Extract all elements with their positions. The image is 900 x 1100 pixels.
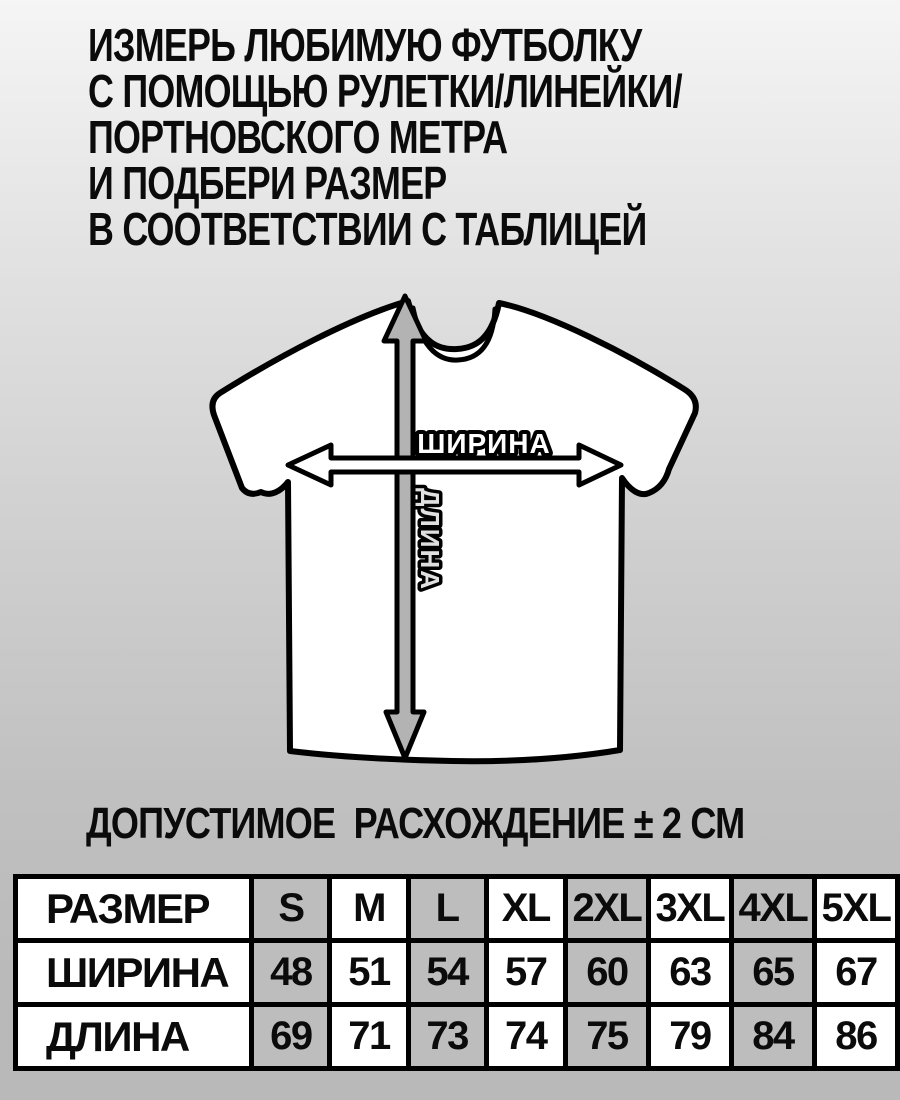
- tshirt-outline: [212, 301, 695, 761]
- size-table: [13, 874, 900, 1071]
- size-column-m: M: [330, 877, 408, 941]
- length-value-m: 71: [330, 1005, 408, 1069]
- width-value-m: 51: [330, 941, 408, 1005]
- length-value-3xl: 79: [648, 1005, 731, 1069]
- size-column-3xl: 3XL: [648, 877, 731, 941]
- instruction-line-5: В СООТВЕТСТВИИ С ТАБЛИЦЕЙ: [88, 203, 647, 255]
- size-column-4xl: 4XL: [731, 877, 814, 941]
- width-arrow-label: ШИРИНА: [417, 428, 551, 459]
- instruction-heading: [88, 19, 682, 255]
- width-value-4xl: 65: [731, 941, 814, 1005]
- width-value-s: 48: [252, 941, 330, 1005]
- length-row-label: ДЛИНА: [16, 1005, 252, 1069]
- length-value-5xl: 86: [814, 1005, 897, 1069]
- width-row-label: ШИРИНА: [16, 941, 252, 1005]
- width-row: [16, 941, 898, 1005]
- instruction-line-1: ИЗМЕРЬ ЛЮБИМУЮ ФУТБОЛКУ: [88, 19, 642, 71]
- instruction-line-3: ПОРТНОВСКОГО МЕТРА: [88, 111, 508, 163]
- instruction-line-4: И ПОДБЕРИ РАЗМЕР: [88, 157, 447, 209]
- length-value-4xl: 84: [731, 1005, 814, 1069]
- width-value-xl: 57: [486, 941, 565, 1005]
- length-value-s: 69: [252, 1005, 330, 1069]
- size-table-header-row: [16, 877, 898, 941]
- size-column-xl: XL: [486, 877, 565, 941]
- size-column-l: L: [408, 877, 486, 941]
- size-column-2xl: 2XL: [565, 877, 648, 941]
- length-value-2xl: 75: [565, 1005, 648, 1069]
- length-value-xl: 74: [486, 1005, 565, 1069]
- width-value-3xl: 63: [648, 941, 731, 1005]
- length-row: [16, 1005, 898, 1069]
- size-column-s: S: [252, 877, 330, 941]
- length-arrow-label: ДЛИНА: [415, 488, 445, 592]
- length-value-l: 73: [408, 1005, 486, 1069]
- width-value-5xl: 67: [814, 941, 897, 1005]
- size-header-label: РАЗМЕР: [16, 877, 252, 941]
- tshirt-measurement-diagram: [190, 285, 710, 785]
- instruction-line-2: С ПОМОЩЬЮ РУЛЕТКИ/ЛИНЕЙКИ/: [88, 65, 682, 117]
- size-column-5xl: 5XL: [814, 877, 897, 941]
- width-value-l: 54: [408, 941, 486, 1005]
- tolerance-note: ДОПУСТИМОЕ РАСХОЖДЕНИЕ ± 2 СМ: [86, 799, 745, 848]
- width-value-2xl: 60: [565, 941, 648, 1005]
